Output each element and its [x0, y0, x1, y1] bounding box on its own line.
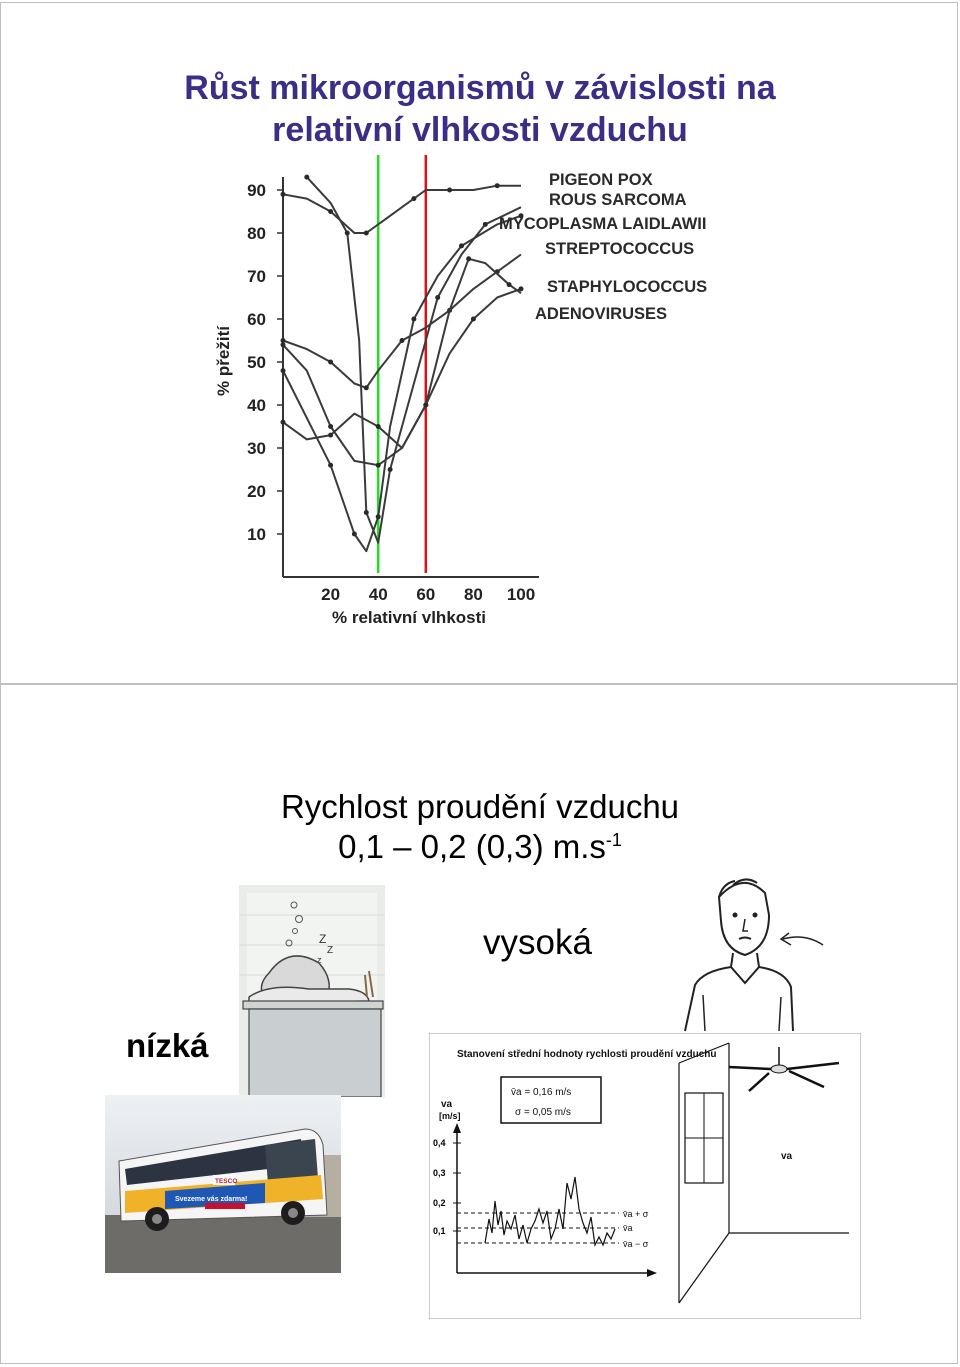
survival-chart: [1, 3, 959, 685]
mean-velocity-label: v̄a = 0,16 m/s: [511, 1087, 572, 1098]
series-line: [283, 259, 521, 448]
data-point: [435, 295, 440, 300]
x-axis-label: % relativní vlhkosti: [332, 608, 486, 627]
data-point: [423, 403, 428, 408]
data-point: [364, 231, 369, 236]
slide1-title-line2: relativní vlhkosti vzduchu: [272, 111, 688, 149]
data-point: [400, 338, 405, 343]
bus-ad-text: Svezeme vás zdarma!: [175, 1196, 248, 1203]
series-label: ADENOVIRUSES: [535, 305, 668, 323]
series-line: [283, 216, 521, 551]
y-tick-label: 80: [247, 224, 266, 243]
sigma-label: σ = 0,05 m/s: [515, 1107, 571, 1118]
label-high: vysoká: [483, 923, 592, 962]
data-point: [345, 231, 350, 236]
diagram-tick-label: 0,1: [433, 1226, 446, 1236]
data-point: [471, 317, 476, 322]
data-point: [304, 175, 309, 180]
diagram-tick-label: 0,2: [433, 1198, 446, 1208]
y-tick-label: 50: [247, 353, 266, 372]
y-tick-label: 10: [247, 525, 266, 544]
diagram-tick-label: 0,3: [433, 1168, 446, 1178]
airflow-diagram: [429, 1033, 861, 1319]
bus-photo: [105, 1095, 341, 1273]
svg-text:Z: Z: [327, 945, 334, 956]
data-point: [483, 222, 488, 227]
data-point: [519, 286, 524, 291]
data-point: [376, 514, 381, 519]
slide2-title-line2: [1, 827, 959, 867]
diagram-title: Stanovení střední hodnoty rychlosti proudění vzduchu: [457, 1049, 717, 1060]
data-point: [352, 532, 357, 537]
y-tick-label: 60: [247, 310, 266, 329]
series-label: MYCOPLASMA LAIDLAWII: [499, 215, 707, 233]
series-labels: [499, 171, 707, 323]
series-label: ROUS SARCOMA: [549, 191, 687, 209]
data-point: [281, 192, 286, 197]
legend-mean-plus-sigma: v̄a + σ: [623, 1209, 649, 1219]
series-line: [283, 255, 521, 388]
diagram-tick-label: 0,4: [433, 1138, 446, 1148]
legend-mean: v̄a: [623, 1223, 633, 1233]
data-point: [281, 420, 286, 425]
data-point: [376, 463, 381, 468]
chart-axes: [247, 177, 539, 604]
x-tick-label: 20: [321, 585, 341, 604]
data-point: [281, 368, 286, 373]
x-tick-label: 80: [463, 585, 483, 604]
x-tick-label: 60: [416, 585, 436, 604]
slide-airflow: [0, 684, 958, 1364]
label-low: nízká: [126, 1027, 209, 1064]
data-point: [388, 467, 393, 472]
bus-brand-logo: TESCO: [215, 1178, 238, 1185]
slide1-title-line1: Růst mikroorganismů v závislosti na: [184, 69, 776, 107]
slide2-title-line1: Rychlost proudění vzduchu: [280, 788, 680, 825]
y-tick-label: 20: [247, 482, 266, 501]
data-point: [328, 360, 333, 365]
data-point: [281, 342, 286, 347]
series-label: STREPTOCOCCUS: [545, 240, 695, 258]
data-point: [364, 385, 369, 390]
data-point: [447, 188, 452, 193]
data-point: [376, 424, 381, 429]
slide-humidity: [0, 2, 958, 684]
data-point: [507, 282, 512, 287]
chart-series: [281, 175, 524, 552]
data-point: [364, 510, 369, 515]
slide2-title: [1, 787, 959, 867]
y-tick-label: 70: [247, 267, 266, 286]
man-in-draft-illustration: [673, 875, 833, 1035]
data-point: [328, 424, 333, 429]
data-point: [328, 209, 333, 214]
room-velocity-label: va: [781, 1151, 793, 1162]
svg-text:z: z: [317, 955, 322, 965]
data-point: [281, 338, 286, 343]
y-tick-label: 40: [247, 396, 266, 415]
axis-unit-label: [m/s]: [439, 1111, 461, 1121]
series-label: STAPHYLOCOCCUS: [547, 278, 708, 296]
y-tick-label: 90: [247, 181, 266, 200]
data-point: [495, 183, 500, 188]
svg-text:Z: Z: [319, 932, 327, 946]
y-axis-label: % přežití: [214, 326, 233, 396]
data-point: [466, 256, 471, 261]
x-tick-label: 100: [506, 585, 536, 604]
data-point: [459, 243, 464, 248]
airflow-range: 0,1 – 0,2 (0,3) m.s: [338, 828, 606, 865]
y-tick-label: 30: [247, 439, 266, 458]
axis-velocity-label: va: [441, 1099, 453, 1110]
data-point: [328, 463, 333, 468]
airflow-unit-exponent: -1: [605, 830, 622, 850]
legend-mean-minus-sigma: v̄a − σ: [623, 1239, 649, 1249]
x-tick-label: 40: [368, 585, 388, 604]
sleeping-person-illustration: [239, 885, 385, 1097]
data-point: [411, 317, 416, 322]
data-point: [411, 196, 416, 201]
data-point: [328, 433, 333, 438]
series-label: PIGEON POX: [549, 171, 653, 189]
